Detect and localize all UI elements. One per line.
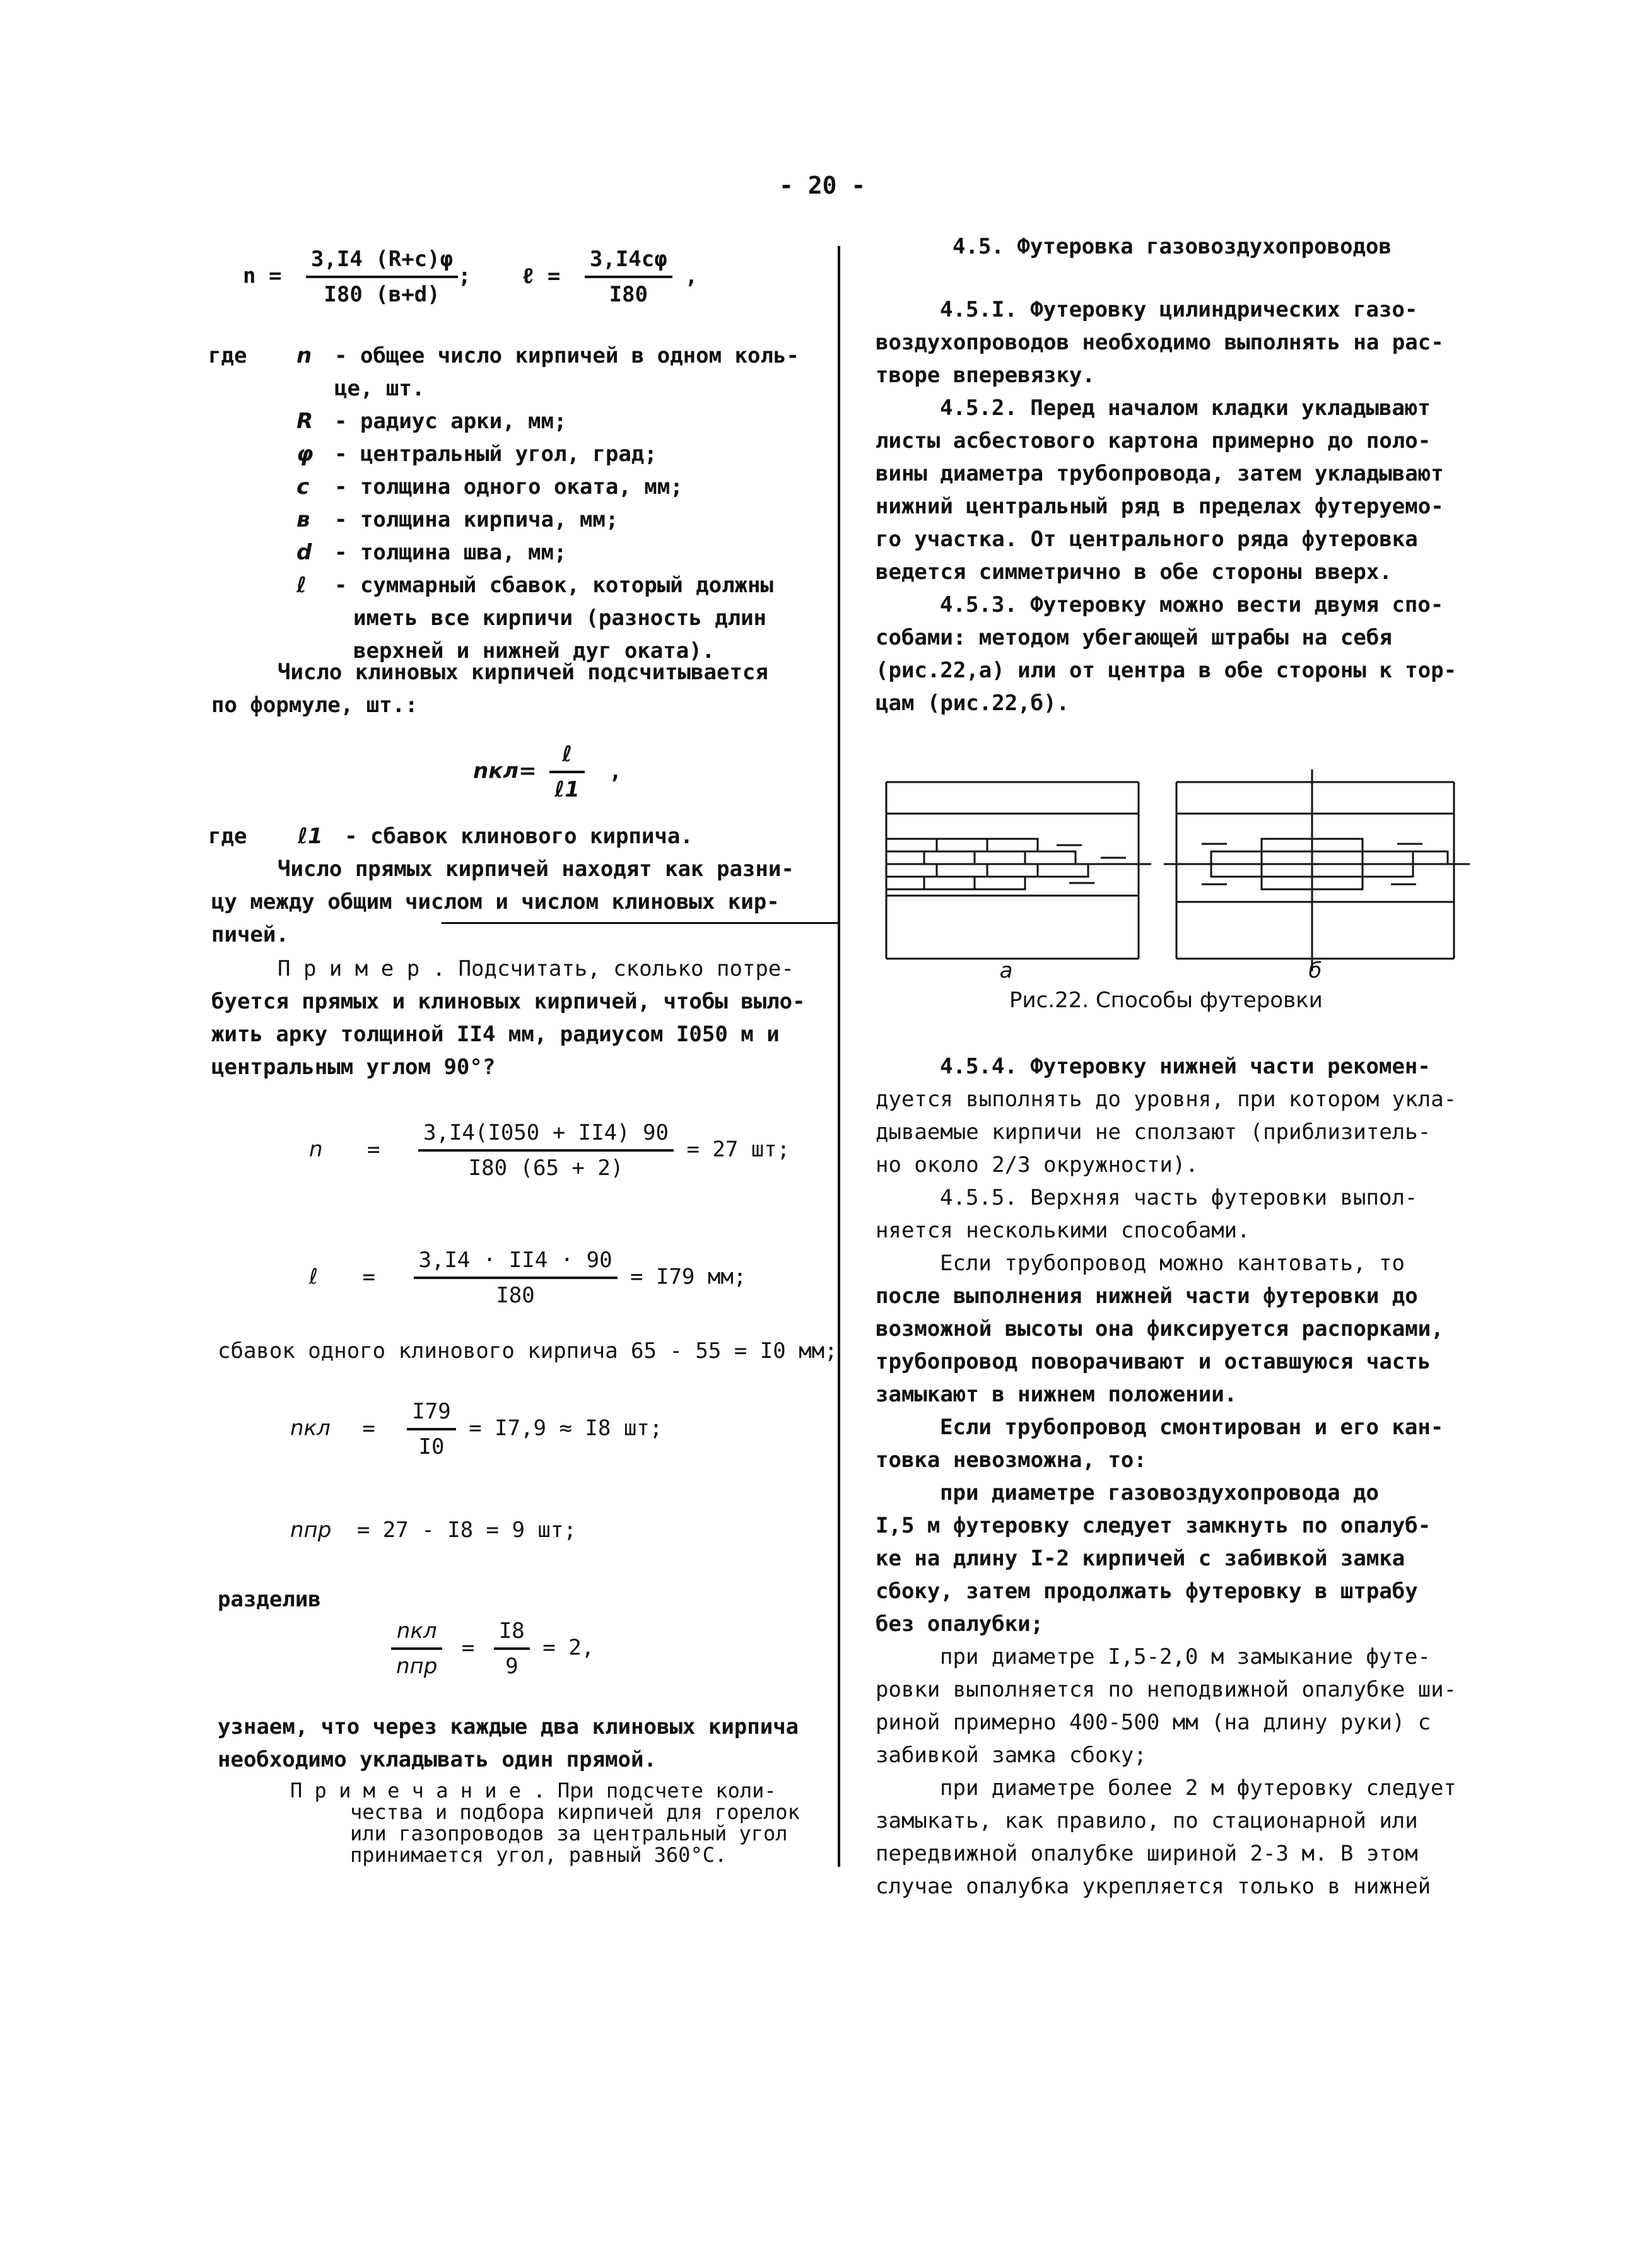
final-line1: узнаем, что через каждые два клиновых кирпича [218,1714,799,1739]
figure-caption: Рис.22. Способы футеровки [1009,988,1323,1013]
p460-l1: при диаметре более 2 м футеровку следует [940,1775,1457,1801]
p456-l4: трубопровод поворачивают и оставшуюся часть [876,1349,1431,1374]
p451-l2: воздухопроводов необходимо выполнять на рас- [876,330,1444,355]
figure-22 [874,769,1473,984]
example-line4: центральным углом 90°? [211,1055,496,1080]
p460-l2: замыкать, как правило, по стационарной или [876,1808,1418,1833]
final-line2: необходимо укладывать один прямой. [218,1747,657,1772]
def-item: R - радиус арки, мм; [296,409,567,434]
where2-line: где ℓ1 - сбавок клинового кирпича. [208,824,693,849]
p458-l2: I,5 м футеровку следует замкнуть по опалуб- [876,1513,1431,1538]
p460-l3: передвижной опалубке шириной 2-3 м. В этом [876,1841,1418,1866]
p459-l3: риной примерно 400-500 мм (на длину руки) с [876,1710,1431,1735]
p455-l1: 4.5.5. Верхняя часть футеровки выпол- [940,1185,1418,1210]
p459-l2: ровки выполняется по неподвижной опалубке ши- [876,1677,1457,1702]
formula-nkl: nкл= $\frac{\text{ℓ}}{\text{ℓ1}}$ , [473,738,622,806]
p453-l1: 4.5.3. Футеровку можно вести двумя спо- [940,592,1444,617]
p454-l4: но около 2/3 окружности). [876,1152,1199,1178]
formula-l-numerator: 3,I4cφ [585,243,672,278]
p456-l2: после выполнения нижней части футеровки до [876,1283,1418,1309]
para1-line1: Число клиновых кирпичей подсчитывается [278,660,768,685]
para2-line1: Число прямых кирпичей находят как разни- [278,856,794,882]
p456-l1: Если трубопровод можно кантовать, то [940,1251,1405,1276]
def-item: иметь все кирпичи (разность длин [353,605,767,631]
p453-l4: цам (рис.22,б). [876,691,1070,716]
formula-l-denominator: I80 [609,282,648,307]
p451-l1: 4.5.I. Футеровку цилиндрических газо- [940,297,1418,322]
calc-ratio: $\frac{\text{nкл}}{\text{nпр}}$ = $\frac{I8}{9}$ = 2, [391,1615,594,1683]
p459-l4: забивкой замка сбоку; [876,1743,1147,1768]
p452-l6: ведется симметрично в обе стороны вверх. [876,559,1392,585]
figure-label-a: а [999,958,1013,983]
calc-n: n = $\frac{3,I4(I050 + II4) 90}{I80 (65 + 2)}$ = 27 шт; [309,1116,790,1184]
p456-l3: возможной высоты она фиксируется распорками, [876,1316,1444,1342]
p451-l3: творе вперевязку. [876,363,1095,388]
p460-l4: случае опалубка укрепляется только в нижней [876,1874,1431,1899]
p452-l1: 4.5.2. Перед началом кладки укладывают [940,395,1431,421]
calc-nkl: nкл = $\frac{I79}{I0}$ = I7,9 ≈ I8 шт; [290,1395,662,1463]
def-item: це, шт. [334,376,425,401]
p458-l1: при диаметре газовоздухопровода до [940,1480,1379,1505]
p452-l3: вины диаметра трубопровода, затем укладывают [876,461,1444,486]
formula-n-l: n = $\frac{3,I4 (R+c)\varphi}{I80 (в+d)}$ ; ℓ = $\frac{3,I4c\varphi}{I80}$ , [243,243,698,311]
p453-l2: собами: методом убегающей штрабы на себя [876,625,1392,650]
p458-l5: без опалубки; [876,1611,1044,1637]
figure-label-b: б [1308,958,1322,983]
def-item: в - толщина кирпича, мм; [296,507,619,532]
p458-l4: сбоку, затем продолжать футеровку в штрабу [876,1579,1418,1604]
def-item: верхней и нижней дуг оката). [353,638,715,663]
calc-npr: nпр = 27 - I8 = 9 шт; [290,1517,577,1543]
formula-n-denominator: I80 (в+d) [324,282,440,307]
divide-label: разделив [218,1587,321,1612]
p456-l5: замыкают в нижнем положении. [876,1382,1238,1407]
p457-l1: Если трубопровод смонтирован и его кан- [940,1415,1444,1440]
note-line4: принимается угол, равный 360°С. [350,1843,727,1867]
para1-line2: по формуле, шт.: [211,693,418,718]
p454-l1: 4.5.4. Футеровку нижней части рекомен- [940,1054,1431,1079]
p454-l2: дуется выполнять до уровня, при котором укла- [876,1087,1457,1112]
para2-line2: цу между общим числом и числом клиновых кир- [211,889,780,915]
p452-l4: нижний центральный ряд в пределах футеруемо- [876,494,1444,519]
p457-l2: товка невозможна, то: [876,1447,1147,1473]
page-number: - 20 - [779,172,866,199]
calc-sbavok: сбавок одного клинового кирпича 65 - 55 = I0 мм; [218,1338,838,1364]
def-item: d - толщина шва, мм; [296,540,567,565]
def-item: ℓ - суммарный сбавок, который должны [296,573,773,598]
calc-l: ℓ = $\frac{3,I4 \cdot II4 \cdot 90}{I80}$ = I79 мм; [309,1244,746,1312]
section-title: 4.5. Футеровка газовоздухопроводов [952,234,1392,259]
p452-l5: го участка. От центрального ряда футеровка [876,527,1418,552]
note-line2: чества и подбора кирпичей для горелок [350,1800,800,1824]
p452-l2: листы асбестового картона примерно до поло- [876,428,1431,453]
p454-l3: дываемые кирпичи не сползают (приблизитель- [876,1119,1431,1145]
note-line1: П р и м е ч а н и е . При подсчете коли- [290,1779,777,1803]
def-item: c - толщина одного оката, мм; [296,474,683,500]
def-item: φ - центральный угол, град; [296,441,657,467]
p458-l3: ке на длину I-2 кирпичей с забивкой замка [876,1546,1405,1571]
para2-line3: пичей. [211,922,289,947]
formula-n-numerator: 3,I4 (R+c)φ [306,243,458,278]
def-item: n - общее число кирпичей в одном коль- [296,343,799,368]
p459-l1: при диаметре I,5-2,0 м замыкание футе- [940,1644,1431,1669]
underline-rule [442,922,839,924]
example-line1: П р и м е р . Подсчитать, сколько потре- [278,956,794,981]
p453-l3: (рис.22,а) или от центра в обе стороны к тор- [876,658,1457,683]
p455-l2: няется несколькими способами. [876,1218,1250,1243]
note-line3: или газопроводов за центральный угол [350,1821,788,1845]
example-line3: жить арку толщиной II4 мм, радиусом I050 м и [211,1022,780,1047]
where-label: где [208,343,247,368]
column-divider [838,246,840,1867]
example-line2: буется прямых и клиновых кирпичей, чтобы выло- [211,989,806,1014]
definitions-list [296,339,799,667]
